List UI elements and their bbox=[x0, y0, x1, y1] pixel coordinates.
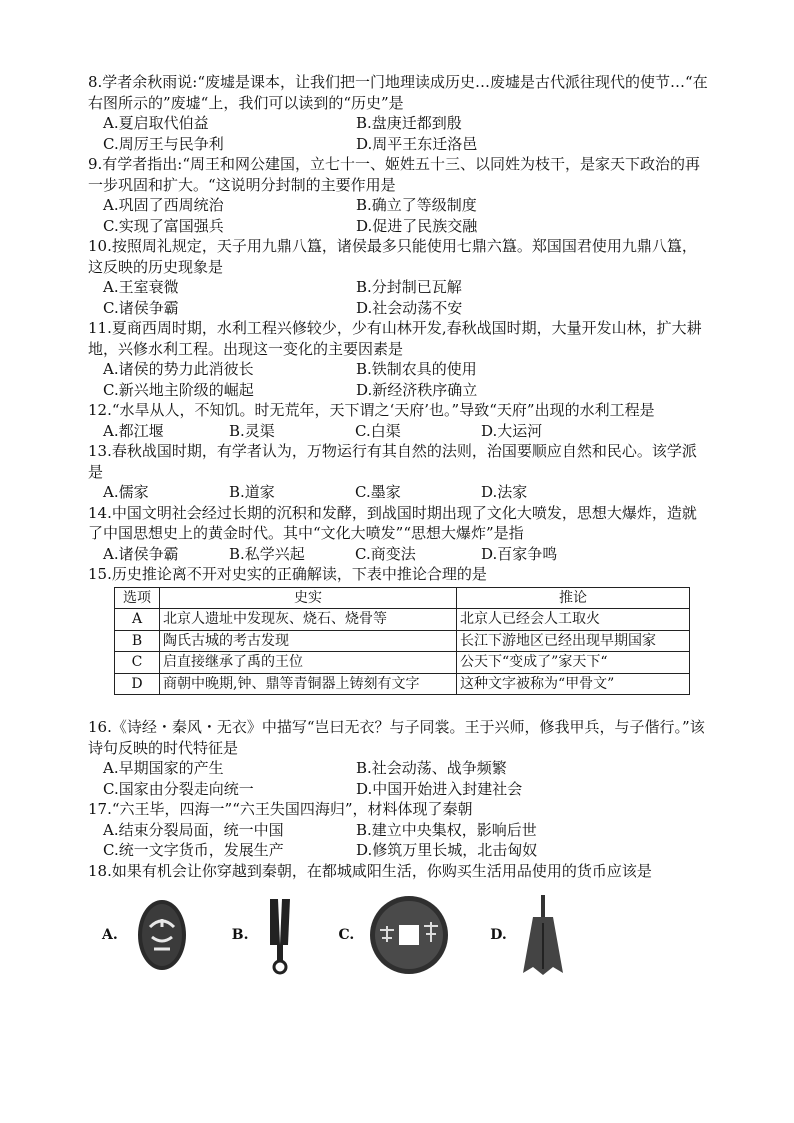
question bbox=[88, 400, 708, 441]
coin-option-a[interactable] bbox=[102, 897, 192, 973]
question-stem: 12.“水旱从人，不知饥。时无荒年，天下谓之‘天府’也。”导致“天府”出现的水利工程是 bbox=[88, 401, 655, 419]
answer-option[interactable]: C.商变法 bbox=[355, 544, 416, 563]
table-header: 选项 bbox=[115, 587, 160, 609]
knife-coin-icon bbox=[262, 895, 298, 975]
answer-option[interactable]: A.夏启取代伯益 bbox=[103, 114, 209, 132]
table-cell: 北京人遗址中发现灰、烧石、烧骨等 bbox=[160, 609, 457, 631]
answer-option[interactable]: B.分封制已瓦解 bbox=[356, 278, 462, 296]
answer-option[interactable]: D.新经济秩序确立 bbox=[356, 380, 478, 399]
question bbox=[88, 799, 708, 861]
answer-option[interactable]: D.大运河 bbox=[481, 421, 543, 440]
answer-option[interactable]: C.周厉王与民争利 bbox=[103, 134, 224, 153]
table-cell: A bbox=[115, 609, 160, 631]
option-list bbox=[88, 820, 708, 861]
option-list bbox=[88, 758, 708, 799]
question-stem: 13.春秋战国时期，有学者认为，万物运行有其自然的法则，治国要顺应自然和民心。该学派是 bbox=[88, 442, 697, 481]
answer-option[interactable]: D.促进了民族交融 bbox=[356, 216, 478, 235]
answer-option[interactable]: A.巩固了西周统治 bbox=[103, 196, 224, 214]
answer-option[interactable]: D.周平王东迁洛邑 bbox=[356, 134, 478, 153]
spade-coin-icon bbox=[521, 893, 565, 977]
coin-option-d[interactable] bbox=[490, 893, 565, 977]
table-cell: 商朝中晚期,钟、鼎等青铜器上铸刻有文字 bbox=[160, 673, 457, 695]
question bbox=[88, 441, 708, 503]
answer-option[interactable]: A.儒家 bbox=[103, 483, 149, 501]
answer-option[interactable]: C.统一文字货币，发展生产 bbox=[103, 841, 284, 859]
option-list bbox=[88, 277, 708, 318]
question-stem: 16.《诗经・秦风・无衣》中描写“岂曰无衣？与子同裳。王于兴师，修我甲兵，与子偕行。”该诗句反映的时代特征是 bbox=[88, 718, 705, 757]
table-row bbox=[115, 609, 690, 631]
answer-option[interactable]: C.实现了富国强兵 bbox=[103, 216, 224, 235]
option-list bbox=[88, 113, 708, 154]
coin-option-c[interactable] bbox=[338, 894, 450, 976]
answer-option[interactable]: D.社会动荡不安 bbox=[356, 298, 463, 317]
option-list bbox=[88, 359, 708, 400]
exam-page bbox=[88, 72, 708, 977]
answer-option[interactable]: A.都江堰 bbox=[103, 421, 164, 440]
spacer bbox=[88, 695, 708, 717]
answer-option[interactable]: C.国家由分裂走向统一 bbox=[103, 779, 254, 798]
answer-option[interactable]: B.盘庚迁都到殷 bbox=[356, 114, 462, 132]
table-header: 史实 bbox=[160, 587, 457, 609]
table-row bbox=[115, 652, 690, 674]
answer-option[interactable]: A.王室衰微 bbox=[103, 278, 179, 296]
table-header: 推论 bbox=[457, 587, 690, 609]
question-block-b bbox=[88, 717, 708, 881]
question-stem: 8.学者余秋雨说:“废墟是课本，让我们把一门地理读成历史…废墟是古代派往现代的使节…“在右图所示的”废墟“上，我们可以读到的“历史”是 bbox=[88, 73, 708, 112]
table-cell: 这种文字被称为“甲骨文” bbox=[457, 673, 690, 695]
answer-option[interactable]: A.诸侯的势力此消彼长 bbox=[103, 360, 254, 378]
option-label: B. bbox=[231, 927, 249, 943]
coin-option-b[interactable] bbox=[232, 895, 299, 975]
table-row bbox=[115, 673, 690, 695]
question-15 bbox=[88, 564, 708, 695]
answer-option[interactable]: B.灵渠 bbox=[229, 421, 275, 440]
coin-options bbox=[88, 893, 708, 977]
answer-option[interactable]: D.法家 bbox=[481, 483, 528, 501]
question-stem: 9.有学者指出:“周王和网公建国，立七十一、姬姓五十三、以同姓为枝干，是家天下政治的再一步巩固和扩大。“这说明分封制的主要作用是 bbox=[88, 155, 701, 194]
question bbox=[88, 861, 708, 882]
round-square-hole-coin-icon bbox=[368, 894, 450, 976]
answer-option[interactable]: C.新兴地主阶级的崛起 bbox=[103, 380, 254, 399]
answer-option[interactable]: D.修筑万里长城，北击匈奴 bbox=[356, 841, 538, 859]
option-list bbox=[88, 421, 708, 442]
ant-nose-coin-icon bbox=[132, 897, 192, 973]
answer-option[interactable]: A.诸侯争霸 bbox=[103, 544, 179, 563]
question-stem: 15.历史推论离不开对史实的正确解读，下表中推论合理的是 bbox=[88, 565, 487, 583]
table-cell: 陶氏古城的考古发现 bbox=[160, 630, 457, 652]
table-cell: C bbox=[115, 652, 160, 674]
question-stem: 18.如果有机会让你穿越到秦朝，在都城咸阳生活，你购买生活用品使用的货币应该是 bbox=[88, 861, 652, 880]
answer-option[interactable]: C.墨家 bbox=[355, 483, 401, 501]
answer-option[interactable]: A.结束分裂局面，统一中国 bbox=[103, 820, 284, 839]
question bbox=[88, 503, 708, 565]
answer-option[interactable]: A.早期国家的产生 bbox=[103, 759, 224, 777]
answer-option[interactable]: C.白渠 bbox=[355, 421, 401, 440]
option-list bbox=[88, 195, 708, 236]
answer-option[interactable]: D.百家争鸣 bbox=[481, 544, 558, 563]
question-stem: 11.夏商西周时期，水利工程兴修较少，少有山林开发,春秋战国时期，大量开发山林，扩大耕地，兴修水利工程。出现这一变化的主要因素是 bbox=[88, 319, 702, 358]
table-cell: 北京人已经会人工取火 bbox=[457, 609, 690, 631]
history-table bbox=[114, 587, 690, 696]
answer-option[interactable]: B.私学兴起 bbox=[229, 544, 305, 563]
answer-option[interactable]: B.道家 bbox=[229, 483, 275, 501]
answer-option[interactable]: C.诸侯争霸 bbox=[103, 298, 179, 317]
question-stem: 10.按照周礼规定，天子用九鼎八簋，诸侯最多只能使用七鼎六簋。郑国国君使用九鼎八簋，这反映的历史现象是 bbox=[88, 237, 697, 276]
question-stem: 17.“六王毕，四海一”“六王失国四海归”，材料体现了秦朝 bbox=[88, 800, 473, 818]
table-cell: B bbox=[115, 630, 160, 652]
answer-option[interactable]: D.中国开始进入封建社会 bbox=[356, 779, 523, 798]
table-header-row bbox=[115, 587, 690, 609]
answer-option[interactable]: B.社会动荡、战争频繁 bbox=[356, 759, 507, 777]
question bbox=[88, 236, 708, 318]
table-cell: 启直接继承了禹的王位 bbox=[160, 652, 457, 674]
question-block-a bbox=[88, 72, 708, 564]
answer-option[interactable]: B.铁制农具的使用 bbox=[356, 360, 477, 378]
question bbox=[88, 717, 708, 799]
option-label: C. bbox=[338, 927, 355, 943]
table-cell: 长江下游地区已经出现早期国家 bbox=[457, 630, 690, 652]
table-cell: 公天下“变成了”家天下“ bbox=[457, 652, 690, 674]
question bbox=[88, 318, 708, 400]
answer-option[interactable]: B.建立中央集权，影响后世 bbox=[356, 820, 537, 839]
table-cell: D bbox=[115, 673, 160, 695]
option-list bbox=[88, 544, 708, 565]
question bbox=[88, 154, 708, 236]
table-row bbox=[115, 630, 690, 652]
answer-option[interactable]: B.确立了等级制度 bbox=[356, 196, 477, 214]
question-stem: 14.中国文明社会经过长期的沉积和发酵，到战国时期出现了文化大喷发，思想大爆炸，造就了中国思想史上的黄金时代。其中“文化大喷发”“思想大爆炸”是指 bbox=[88, 503, 697, 542]
question bbox=[88, 72, 708, 154]
option-label: D. bbox=[490, 927, 507, 943]
option-label: A. bbox=[102, 927, 118, 943]
option-list bbox=[88, 482, 708, 503]
